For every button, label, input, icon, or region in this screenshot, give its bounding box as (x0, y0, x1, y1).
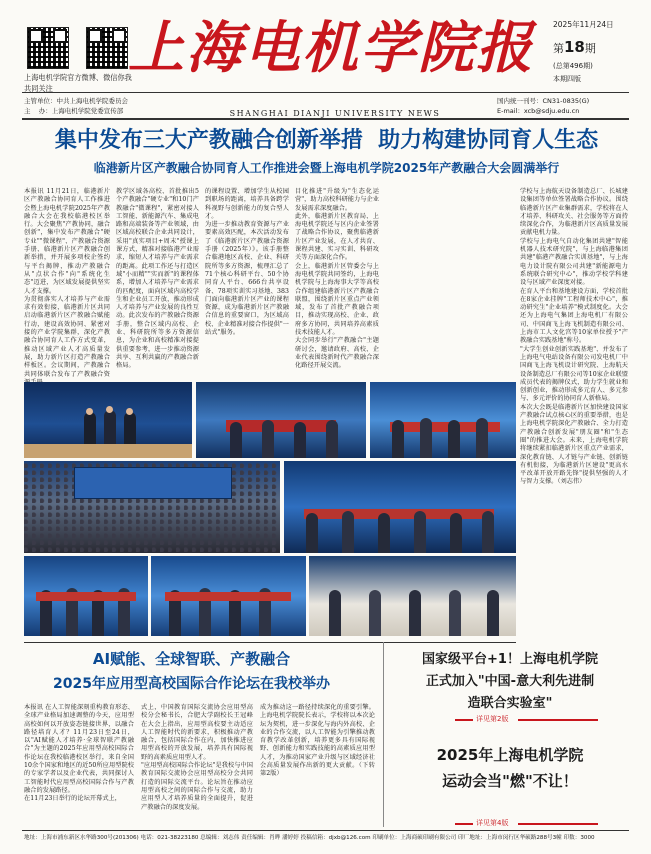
total-issue: (总第496期) (553, 62, 593, 70)
forum-title-line-1: AI赋能、全球智联、产教融合 (92, 650, 291, 668)
person-figure (448, 420, 460, 458)
side-story-2-line-2: 运动会当"燃"不让！ (442, 772, 578, 790)
award-plaques (165, 592, 291, 601)
email: E-mail：xcb@sdju.edu.cn (497, 107, 580, 115)
lead-subhead: 临港新片区产教融合协同育人工作推进会暨上海电机学院2025年产教融合大会圆满举行 (93, 161, 560, 175)
photo-plaque-award (196, 382, 366, 458)
masthead-title: 上海电机学院报 (128, 15, 534, 81)
weibo-qr-code (27, 27, 69, 69)
side-story-1-see-page[interactable]: 详见第2版 (476, 715, 509, 723)
award-plaques (36, 592, 136, 601)
person-figure (326, 420, 338, 458)
photo-group-ceremony (284, 461, 516, 553)
footer-rule (22, 830, 629, 831)
person-figure (414, 511, 426, 553)
forum-column-3: 成为推动这一路径持续深化的重要引擎。上海电机学院院长表示，学校将以本次论坛为契机，进一步深化与海内外高校、企业的合作交流，以人工智能为引擎推动教育教学改革创新，培养更多具有国际视野、创新能力和实践技能的高素质应用型人才，为推动国家产业升级与区域经济社会高质量发展作出新的更大贡献。（下转第2版） (260, 704, 375, 778)
see-page-bar-right (518, 823, 598, 825)
page-count: 本期四版 (553, 75, 581, 83)
side-divider (383, 642, 384, 827)
photo-conference-hall (24, 461, 280, 553)
person-head (86, 408, 93, 415)
issue-suffix: 期 (584, 42, 596, 55)
person-figure (392, 420, 404, 458)
lead-column-5: 学校与上海航天设备制造总厂、长城建设集团等单位签署战略合作协议。围绕临港新片区产业集群需求，学校将在人才培养、科研攻关、社会服务等方面持续深化合作，为临港新片区高质量发展贡献电机力量。 学校与上海电气自动化集团共建"智能机器人技术研究院"，与上海临港集团共建"临港产教融合实训基地"，与上海电力设计院有限公司共建"新能源电力系统联合研究中心"，推动学校学科建设与区域产业深度对接。 在育人平台和基地建设方面，学校首批在8家企业挂牌"工程师技术中心"，推动研究生"企业培养"模式制度化。大会还为上海电气集团上海电机厂有限公司、中国商飞上海飞机制造有限公司、上海市工人文化宫等10家单位授予"产教融合实践基地"称号。 "大学生创业创新实践基地"、并发布了上海电气电站设备有限公司发电机厂中国商飞上海飞机设计研究院、上海航天设备制造总厂有限公司等10家企业联盟成员代表的揭牌仪式，助力学生就业和创新创业，推动形成多元育人、多元参与、多元评价的协同育人新格局。 本次大会既是临港新片区加快建设国家产教融合试点核心区的重要举措，也是上海电机学院深化产教融合、全力打造产教融合创新发展"朋友圈"和"生态圈"的推进大会。未来，上海电机学院将继续紧扣临港新片区重点产业需求，深化教育链、人才链与产业链、创新链有机衔接，为临港新片区建设"更高水平改革开放开路先锋"提供坚强的人才与智力支撑。（刘志伟） (520, 188, 628, 486)
publication-pinyin: SHANGHAI DIANJI UNIVERSITY NEWS (229, 109, 441, 118)
person-figure (306, 513, 318, 553)
lead-column-1: 本报讯 11月21日，临港新片区产教融合协同育人工作推进会暨上海电机学院2025年产教融合大会在我校临港校区举行。大会聚焦"产教协同，融合创新"，集中发布产教融合"硬专业""微课程"、产教融合资源手册、临港新片区产教融合创新举措，并开展多项校企签约与平台揭牌，推动产教融合从"点状合作"向"系统化生态"迈进，为区域发展提供坚实人才支撑。 为贯彻落实人才培养与产业需求有效衔接，临港新片区共同启动临港新片区产教融合赋能行动，建设高效协同、紧密对接的产业学院集群，深化产教融合协同育人工作方式变革，推动区域产业人才高质量发展，助力新片区打造产教融合样板区。会议期间，产教融合共同体联合发布了产教融合资 (24, 188, 110, 378)
award-plaques (226, 420, 336, 432)
forum-column-1: 本报讯 在人工智能深刻重构教育形态、全球产业格局加速调整的今天，应用型高校如何以开放姿态链接世界，以融合路径培育人才？11月23日至24日，以"AI赋能人才培养·全球智联产教融合"为主题的2025年应用型高校国际合作论坛在我校临港校区举行，来自全国10余个国家和地区的近50所应用型院校的专家学者以及企业代表，共同探讨人工智能时代应用型高校国际合作与产教融合的发展路径。 在11月23日举行的论坛开幕式上， (24, 704, 134, 803)
person-figure (230, 422, 242, 458)
side-story-1-line-3: 造联合实验室" (467, 696, 553, 711)
person-figure (294, 422, 306, 458)
forum-top-rule (24, 642, 516, 643)
signing-table (24, 444, 192, 458)
photo-plaque-row-left (24, 556, 148, 636)
person-figure (487, 590, 499, 636)
photo-speakers-row (309, 556, 516, 636)
side-story-2-see-page[interactable]: 详见第4版 (476, 819, 509, 827)
photo-award-ceremony (370, 382, 516, 458)
header-rule-bottom (22, 118, 629, 120)
person-figure (342, 511, 354, 553)
person-figure (449, 590, 461, 636)
side-story-1-line-1: 国家级平台+1！上海电机学院 (422, 652, 598, 667)
photo-signing-ceremony (24, 382, 192, 458)
side-story-2-line-1: 2025年上海电机学院 (436, 746, 584, 764)
lead-column-2: 教学区域各高校、首批推出5个产教融合"硬专业"和10门产教融合"微课程"，紧密对接人工智能、新能源汽车、集成电路和高端装备等产业领域，由区域高校联合企业共同设计，采用"真实项目+周末"授课上课方式，精准对接临港产业需求，缩短人才培养与产业需求的距离。此项工作还与打造区域"小而精""实而新"的课程体系，增加人才培养与产业需求的匹配度，面向区域内高校学生和企业员工开放，推动形成人才培养与产业发展的良性互动。此次发布的产教融合资源手册，整合区域内高校、企业、科研院所等多方资源信息，为企业和高校精准对接提供重要参考，进一步推动资源共享、互利共赢的产教融合新格局。 (116, 188, 199, 370)
person-figure (482, 511, 494, 553)
issue-number (553, 38, 643, 56)
lead-column-3: 的课程设置、增加学生从校园到职场的距离，培养具备跨学科视野与创新能力的复合型人才。 为进一步推动教育资源与产业要素高效匹配，本次活动发布了《临港新片区产教融合资源手册（2025年）》。该手册整合临港地区高校、企业、科研院所等多方资源，梳理汇总了71个核心科研平台、50个协同育人平台、666台共享设备、78项实训实习基地、383门面向临港新片区产业的课程资源，成为临港新片区产教融合信息的重要窗口，为区域高校、企业精准对接合作提供"一站式"服务。 (205, 188, 289, 337)
person-figure (369, 590, 381, 636)
footer-info: 地址：上海市浦东新区水华路300号(201306) 电话：021-38223180 总编辑：刘志伟 责任编辑：肖晔 潘婷婷 投稿信箱：djxb@126.com 印刷单位：上海商硕印刷有限公司 印厂地址：上海市闵行区华硕路288号3幢 印数：3000 (24, 835, 595, 841)
see-page-bar-left (455, 719, 473, 721)
person-figure (420, 418, 432, 458)
stage-screen (74, 467, 232, 499)
issue-date: 2025年11月24日 (553, 20, 614, 29)
lead-headline: 集中发布三大产教融合创新举措 助力构建协同育人生态 (54, 128, 599, 153)
person-head (106, 406, 113, 413)
wechat-qr-code (86, 27, 128, 69)
person-head (126, 408, 133, 415)
header-rule-top (22, 92, 629, 93)
person-figure (262, 420, 274, 458)
qr-caption: 上海电机学院官方微博、微信你我共同关注 (24, 73, 132, 93)
lead-column-4: 目化推进"升级为"生态化运营"，助力高校科研能力与企业发展需求深度融合。 此外，临港新片区教育局、上海电机学院还与区内企业签署了战略合作协议，聚焦临港新片区产业发展，在人才共育、课程共建、实习实训、科研攻关等方面深化合作。 会上，临港新片区管委会与上海电机学院共同签约，上海电机学院与上海海事大学等高校合作组建临港新片区产教融合联盟，围绕新片区重点产业领域，发布了首批产教融合项目，推动实现高校、企业、政府多方协同，共同培养高素质技术技能人才。 大会同步举行"产教融合"主题研讨会，邀请政府、高校、企业代表围绕新时代产教融合深化路径开展交流。 (295, 188, 379, 370)
see-page-bar-right (518, 719, 598, 721)
person-figure (329, 590, 341, 636)
see-page-bar-left (455, 823, 473, 825)
sponsor-line: 主管单位：中共上海电机学院委员会 (24, 97, 128, 105)
issue-number-value: 18 (564, 38, 585, 56)
award-plaques (304, 509, 494, 519)
photo-plaque-row-center (151, 556, 306, 636)
person-figure (409, 590, 421, 636)
person-figure (476, 418, 488, 458)
issue-prefix: 第 (553, 42, 564, 55)
forum-title-line-2: 2025年应用型高校国际合作论坛在我校举办 (53, 676, 330, 692)
cn-number: 国内统一刊号：CN31-0835(G) (497, 97, 590, 105)
person-figure (378, 513, 390, 553)
forum-column-2: 式上，中国教育国际交流协会应用型高校分会秘书长，合肥大学副校长王冠峰在大会上指出，应用型高校要主动适应人工智能时代的新要求，积极推动产教融合，包括国际合作在内，加快推进应用型高校的开放发展，培养具有国际视野的高素质应用型人才。 "应用型高校国际合作论坛"是我校与中国教育国际交流协会应用型高校分会共同打造的国际交流平台。论坛旨在推动应用型高校之间的国际合作与交流，助力应用型人才培养质量的全面提升，促进产教融合的深度发展。 (141, 704, 253, 811)
host-line: 主 办：上海电机学院党委宣传部 (24, 107, 124, 115)
side-story-1-line-2: 正式加入"中国-意大利先进制 (425, 674, 595, 689)
person-figure (450, 513, 462, 553)
